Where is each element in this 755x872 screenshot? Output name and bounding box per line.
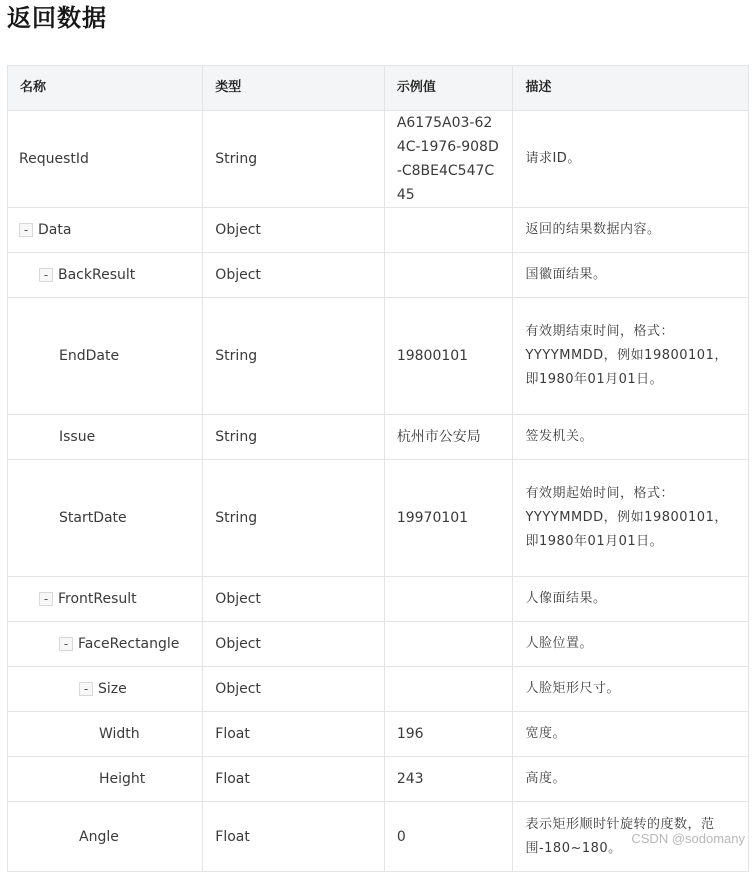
param-name-cell xyxy=(8,622,203,667)
param-description: 有效期起始时间，格式：YYYYMMDD，例如19800101，即1980年01月01日。 xyxy=(513,460,749,577)
param-name: FaceRectangle xyxy=(78,636,180,652)
param-type: Object xyxy=(203,253,385,298)
param-type: String xyxy=(203,111,385,208)
param-type: Object xyxy=(203,577,385,622)
collapse-toggle-icon[interactable]: - xyxy=(39,592,53,606)
param-description: 人脸矩形尺寸。 xyxy=(513,667,749,712)
param-example: 243 xyxy=(384,757,513,802)
param-name: Data xyxy=(38,222,72,238)
param-example: A6175A03-624C-1976-908D-C8BE4C547C45 xyxy=(384,111,513,208)
table-row xyxy=(8,460,749,577)
param-type: Float xyxy=(203,802,385,872)
param-type: String xyxy=(203,298,385,415)
watermark: CSDN @sodomany xyxy=(631,831,745,846)
collapse-toggle-icon[interactable]: - xyxy=(59,637,73,651)
header-type: 类型 xyxy=(203,66,385,111)
header-example: 示例值 xyxy=(384,66,513,111)
param-name: StartDate xyxy=(59,510,127,526)
table-row xyxy=(8,757,749,802)
param-type: Object xyxy=(203,208,385,253)
table-row xyxy=(8,415,749,460)
param-name: Issue xyxy=(59,429,96,445)
param-description: 有效期结束时间，格式：YYYYMMDD，例如19800101，即1980年01月01日。 xyxy=(513,298,749,415)
param-name-cell xyxy=(8,298,203,415)
param-description: 签发机关。 xyxy=(513,415,749,460)
param-name: Size xyxy=(98,681,127,697)
param-description: 返回的结果数据内容。 xyxy=(513,208,749,253)
param-name: Width xyxy=(99,726,140,742)
param-example: 0 xyxy=(384,802,513,872)
param-type: Object xyxy=(203,667,385,712)
param-description: 请求ID。 xyxy=(513,111,749,208)
collapse-toggle-icon[interactable]: - xyxy=(19,223,33,237)
param-description: 国徽面结果。 xyxy=(513,253,749,298)
param-name-cell xyxy=(8,253,203,298)
param-name: Height xyxy=(99,771,146,787)
param-example: 杭州市公安局 xyxy=(384,415,513,460)
param-type: Float xyxy=(203,712,385,757)
table-row xyxy=(8,253,749,298)
param-description: 人脸位置。 xyxy=(513,622,749,667)
table-header-row xyxy=(8,66,749,111)
param-example xyxy=(384,208,513,253)
collapse-toggle-icon[interactable]: - xyxy=(79,682,93,696)
header-description: 描述 xyxy=(513,66,749,111)
response-data-table xyxy=(7,65,749,872)
header-name: 名称 xyxy=(8,66,203,111)
param-description: 高度。 xyxy=(513,757,749,802)
param-name-cell xyxy=(8,577,203,622)
param-type: Object xyxy=(203,622,385,667)
param-name-cell xyxy=(8,460,203,577)
param-type: String xyxy=(203,460,385,577)
param-example: 196 xyxy=(384,712,513,757)
param-example xyxy=(384,253,513,298)
param-name: Angle xyxy=(79,828,119,845)
table-row xyxy=(8,577,749,622)
page-title: 返回数据 xyxy=(7,4,107,32)
param-example: 19970101 xyxy=(384,460,513,577)
table-row xyxy=(8,111,749,208)
param-description: 人像面结果。 xyxy=(513,577,749,622)
param-example xyxy=(384,622,513,667)
param-name-cell xyxy=(8,667,203,712)
param-name-cell xyxy=(8,208,203,253)
param-name: FrontResult xyxy=(58,591,137,607)
param-name: BackResult xyxy=(58,267,136,283)
param-name-cell xyxy=(8,757,203,802)
param-example: 19800101 xyxy=(384,298,513,415)
param-name-cell xyxy=(8,802,203,872)
param-example xyxy=(384,577,513,622)
param-description: 宽度。 xyxy=(513,712,749,757)
table-row xyxy=(8,622,749,667)
param-example xyxy=(384,667,513,712)
param-name-cell xyxy=(8,415,203,460)
param-type: String xyxy=(203,415,385,460)
param-name-cell xyxy=(8,111,203,208)
param-description: 表示矩形顺时针旋转的度数，范围-180~180。 xyxy=(513,802,749,872)
param-name: EndDate xyxy=(59,348,120,364)
param-name: RequestId xyxy=(19,151,89,167)
param-type: Float xyxy=(203,757,385,802)
table-row xyxy=(8,208,749,253)
param-name-cell xyxy=(8,712,203,757)
table-row xyxy=(8,712,749,757)
table-row xyxy=(8,667,749,712)
table-row xyxy=(8,298,749,415)
collapse-toggle-icon[interactable]: - xyxy=(39,268,53,282)
